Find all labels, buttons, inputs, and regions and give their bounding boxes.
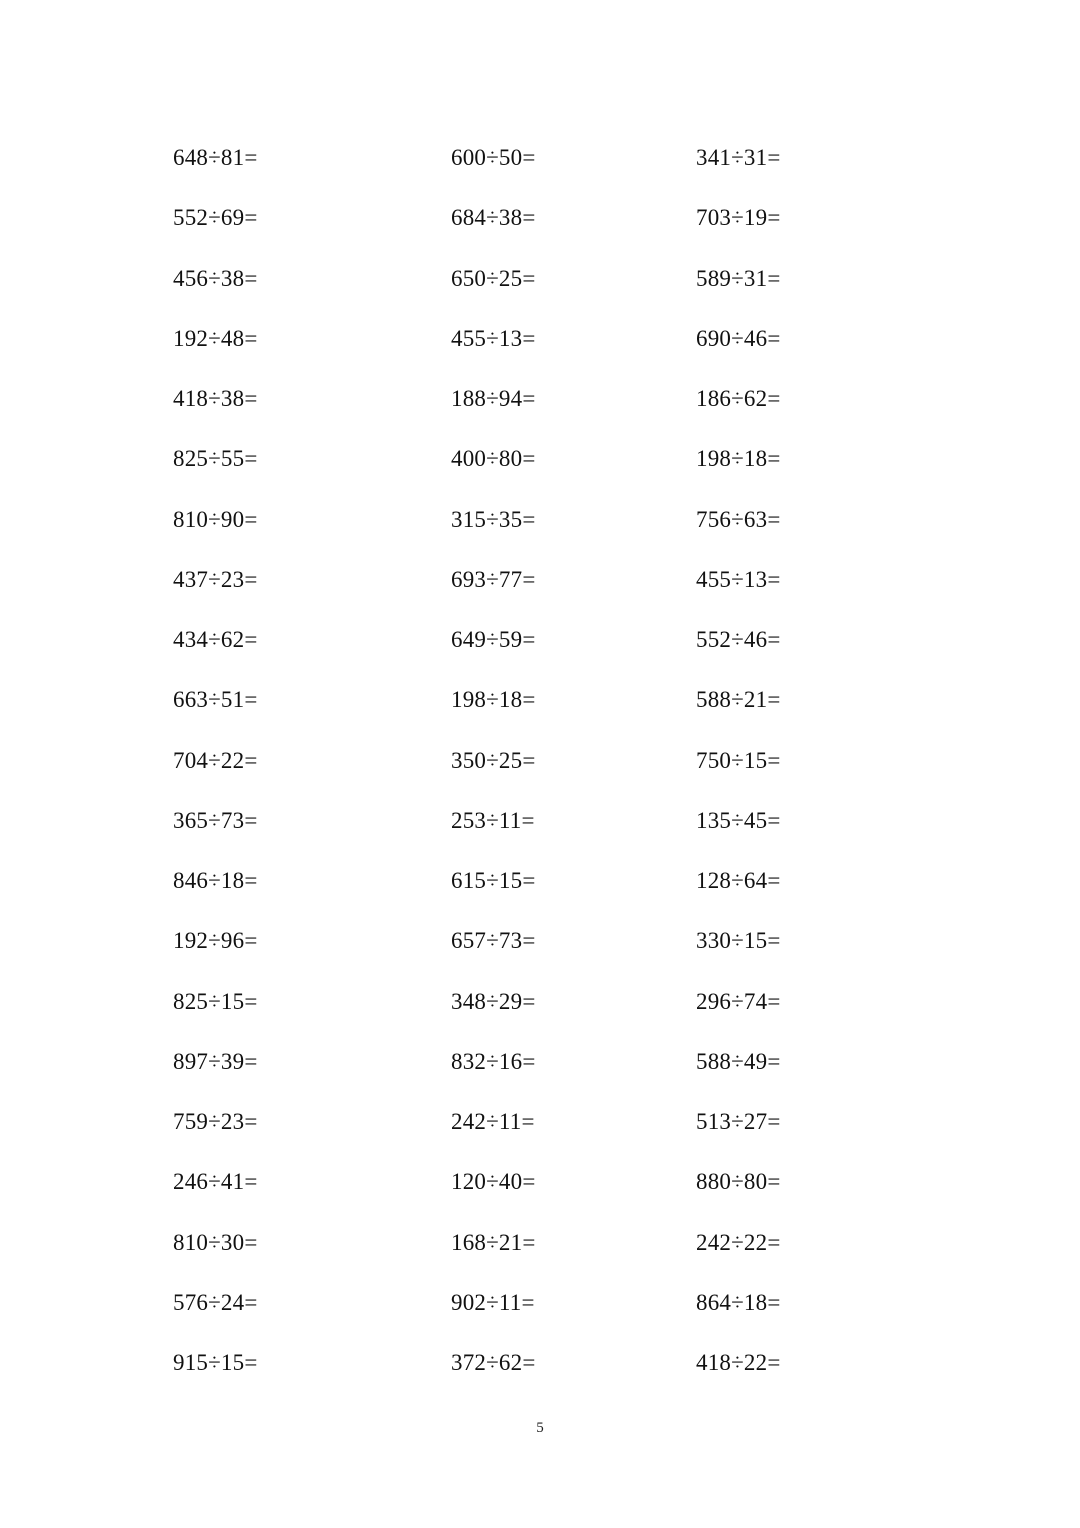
division-problem: 350÷25= — [451, 747, 536, 773]
division-problem: 198÷18= — [696, 446, 781, 472]
division-problem: 330÷15= — [696, 928, 781, 954]
division-problem: 589÷31= — [696, 265, 781, 291]
problem-row — [0, 801, 1080, 841]
division-problem: 418÷38= — [173, 386, 258, 411]
division-problem: 832÷16= — [451, 1048, 536, 1074]
division-problem: 902÷11= — [451, 1289, 535, 1315]
division-problem: 168÷21= — [451, 1229, 536, 1255]
division-problem: 588÷21= — [696, 687, 781, 713]
problem-row — [0, 1162, 1080, 1202]
problem-row — [0, 680, 1080, 720]
division-problem: 455÷13= — [696, 566, 781, 592]
division-problem: 400÷80= — [451, 446, 536, 472]
division-problem: 649÷59= — [451, 627, 536, 652]
division-problem: 456÷38= — [173, 265, 258, 291]
division-problem: 437÷23= — [173, 566, 258, 592]
division-problem: 693÷77= — [451, 566, 536, 592]
division-problem: 128÷64= — [696, 868, 781, 893]
division-problem: 186÷62= — [696, 386, 781, 411]
problem-row — [0, 560, 1080, 600]
problem-row — [0, 982, 1080, 1022]
division-problem: 348÷29= — [451, 988, 536, 1014]
problem-row — [0, 1042, 1080, 1082]
problem-row — [0, 500, 1080, 540]
problem-row — [0, 259, 1080, 299]
problem-row — [0, 319, 1080, 359]
division-problem: 915÷15= — [173, 1350, 258, 1375]
problem-row — [0, 1223, 1080, 1263]
division-problem: 296÷74= — [696, 988, 781, 1014]
division-problem: 615÷15= — [451, 868, 536, 893]
division-problem: 810÷30= — [173, 1229, 258, 1255]
division-problem: 864÷18= — [696, 1289, 781, 1315]
division-problem: 242÷11= — [451, 1109, 535, 1134]
division-problem: 657÷73= — [451, 928, 536, 954]
division-problem: 880÷80= — [696, 1169, 781, 1195]
problem-row — [0, 620, 1080, 660]
division-problem: 434÷62= — [173, 627, 258, 652]
division-problem: 704÷22= — [173, 747, 258, 773]
division-problem: 246÷41= — [173, 1169, 258, 1195]
division-problem: 120÷40= — [451, 1169, 536, 1195]
problem-row — [0, 741, 1080, 781]
division-problem: 372÷62= — [451, 1350, 536, 1375]
division-problem: 455÷13= — [451, 325, 536, 351]
problem-row — [0, 379, 1080, 419]
division-problem: 135÷45= — [696, 807, 781, 833]
division-problem: 825÷15= — [173, 988, 258, 1014]
division-problem: 759÷23= — [173, 1109, 258, 1134]
division-problem: 825÷55= — [173, 446, 258, 472]
division-problem: 188÷94= — [451, 386, 536, 411]
division-problem: 897÷39= — [173, 1048, 258, 1074]
division-problem: 690÷46= — [696, 325, 781, 351]
division-problem: 552÷46= — [696, 627, 781, 652]
division-problem: 242÷22= — [696, 1229, 781, 1255]
division-problem: 648÷81= — [173, 145, 258, 170]
division-problem: 192÷96= — [173, 928, 258, 954]
problem-row — [0, 439, 1080, 479]
problem-row — [0, 861, 1080, 901]
division-problem: 418÷22= — [696, 1350, 781, 1375]
division-problem: 253÷11= — [451, 807, 535, 833]
division-problem: 552÷69= — [173, 205, 258, 231]
division-problem: 650÷25= — [451, 265, 536, 291]
problem-row — [0, 198, 1080, 238]
problem-row — [0, 1283, 1080, 1323]
division-problem: 192÷48= — [173, 325, 258, 351]
division-problem: 365÷73= — [173, 807, 258, 833]
problem-row — [0, 1343, 1080, 1383]
division-problem: 810÷90= — [173, 506, 258, 532]
problem-row — [0, 138, 1080, 178]
problem-row — [0, 1102, 1080, 1142]
division-problem: 663÷51= — [173, 687, 258, 713]
division-problem: 684÷38= — [451, 205, 536, 231]
division-problem: 846÷18= — [173, 868, 258, 893]
division-problem: 198÷18= — [451, 687, 536, 713]
problem-row — [0, 921, 1080, 961]
division-problem: 588÷49= — [696, 1048, 781, 1074]
division-problem: 341÷31= — [696, 145, 781, 170]
division-problem: 756÷63= — [696, 506, 781, 532]
division-problem: 750÷15= — [696, 747, 781, 773]
division-problem: 513÷27= — [696, 1109, 781, 1134]
division-problem: 576÷24= — [173, 1289, 258, 1315]
division-problem: 703÷19= — [696, 205, 781, 231]
division-problem: 315÷35= — [451, 506, 536, 532]
division-problem: 600÷50= — [451, 145, 536, 170]
page-number: 5 — [536, 1420, 544, 1436]
